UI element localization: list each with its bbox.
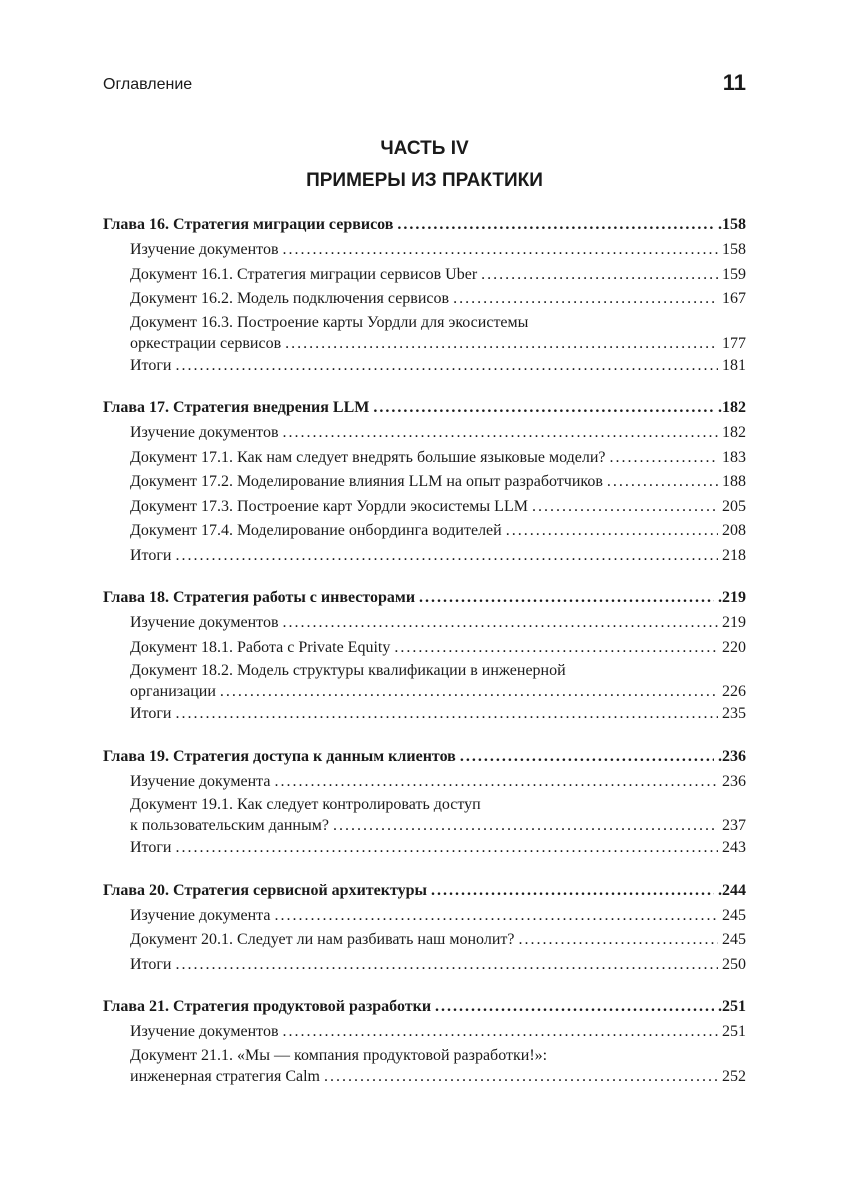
entry-page: 159 <box>722 265 746 283</box>
entry-title: Документ 18.1. Работа с Private Equity <box>130 638 391 656</box>
dot-leader <box>175 702 718 727</box>
entry-title: Документ 17.1. Как нам следует внедрять большие языковые модели? <box>130 448 606 466</box>
chapter-title: Глава 21. Стратегия продуктовой разработки <box>103 998 432 1015</box>
entry-page: 167 <box>722 290 746 307</box>
entry-title: Итоги <box>130 955 172 973</box>
chapter-title: Глава 17. Стратегия внедрения LLM <box>103 399 370 416</box>
dot-leader <box>460 743 714 770</box>
dot-leader <box>397 211 714 238</box>
entry-title: инженерная стратегия Calm <box>130 1067 320 1085</box>
chapter-title: Глава 20. Стратегия сервисной архитектуры <box>103 881 428 899</box>
entry-page: 243 <box>722 839 746 856</box>
toc-chapter <box>103 584 746 727</box>
entry-page: 177 <box>722 334 746 352</box>
toc-entry[interactable] <box>103 611 746 636</box>
entry-page: 218 <box>722 546 746 564</box>
entry-title: Итоги <box>130 356 172 374</box>
entry-page: 208 <box>722 522 746 539</box>
dot-leader <box>274 904 718 929</box>
part-label: ЧАСТЬ IV <box>380 138 469 159</box>
toc-entry[interactable] <box>103 660 746 702</box>
entry-title: Изучение документов <box>130 614 279 631</box>
entry-title: Итоги <box>130 705 172 722</box>
dot-leader <box>175 354 718 379</box>
dot-leader <box>220 681 718 702</box>
entry-page: 158 <box>722 241 746 258</box>
dot-leader <box>431 877 714 904</box>
toc-entry[interactable] <box>103 836 746 861</box>
entry-page: 205 <box>722 497 746 515</box>
entry-page: 245 <box>722 931 746 948</box>
toc-entry[interactable] <box>103 1045 746 1087</box>
page-number: 11 <box>722 70 746 95</box>
dot-leader <box>283 1020 718 1045</box>
toc-entry[interactable] <box>103 1020 746 1045</box>
dot-leader <box>333 815 718 836</box>
dot-leader <box>175 953 718 978</box>
entry-page: 226 <box>722 683 746 700</box>
entry-title-line1: Документ 21.1. «Мы — компания продуктовой разработки!»: <box>130 1046 548 1064</box>
toc-entry[interactable] <box>103 770 746 795</box>
toc-entry[interactable] <box>103 312 746 354</box>
dot-leader <box>285 333 718 354</box>
dot-leader <box>175 544 718 569</box>
toc-chapter-row[interactable] <box>103 211 746 238</box>
entry-title: Изучение документа <box>130 906 271 924</box>
entry-title: к пользовательским данным? <box>130 817 329 834</box>
toc-entry[interactable] <box>103 794 746 836</box>
dot-leader <box>607 470 718 495</box>
entry-title: Изучение документов <box>130 424 279 441</box>
entry-page: 188 <box>722 473 746 490</box>
toc-entry[interactable] <box>103 519 746 544</box>
entry-title: Документ 20.1. Следует ли нам разбивать наш монолит? <box>130 931 515 948</box>
toc-chapter-row[interactable] <box>103 743 746 770</box>
entry-page: 183 <box>722 448 746 466</box>
toc-entry[interactable] <box>103 544 746 569</box>
toc-entry[interactable] <box>103 263 746 288</box>
entry-page: 182 <box>722 424 746 441</box>
entry-title: Документ 17.4. Моделирование онбординга водителей <box>130 522 502 539</box>
dot-leader <box>453 287 718 312</box>
toc-chapter-row[interactable] <box>103 993 746 1020</box>
toc-chapter <box>103 877 746 978</box>
entry-title-line1: Документ 18.2. Модель структуры квалификации в инженерной <box>130 662 566 679</box>
entry-title: организации <box>130 683 216 700</box>
entry-title-line1: Документ 19.1. Как следует контролировать доступ <box>130 796 481 813</box>
chapter-page: .158 <box>718 216 746 233</box>
entry-page: 237 <box>722 817 746 834</box>
dot-leader <box>394 636 718 661</box>
toc-entry[interactable] <box>103 953 746 978</box>
chapter-title: Глава 18. Стратегия работы с инвесторами <box>103 589 416 606</box>
toc-entry[interactable] <box>103 287 746 312</box>
toc-entry[interactable] <box>103 446 746 471</box>
entry-page: 220 <box>722 638 746 656</box>
toc-entry[interactable] <box>103 636 746 661</box>
toc-entry[interactable] <box>103 238 746 263</box>
toc-entry[interactable] <box>103 928 746 953</box>
chapter-page: .219 <box>718 589 746 606</box>
toc-chapter <box>103 993 746 1087</box>
toc-chapter <box>103 211 746 378</box>
dot-leader <box>610 446 719 471</box>
entry-title: Изучение документа <box>130 772 271 790</box>
entry-title: Изучение документов <box>130 1023 279 1040</box>
dot-leader <box>419 584 714 611</box>
entry-title: Документ 17.2. Моделирование влияния LLM на опыт разработчиков <box>130 473 603 490</box>
toc-entry[interactable] <box>103 354 746 379</box>
dot-leader <box>274 770 718 795</box>
entry-page: 235 <box>722 705 746 722</box>
dot-leader <box>435 993 714 1020</box>
chapter-page: .251 <box>718 998 746 1015</box>
dot-leader <box>283 238 718 263</box>
entry-page: 251 <box>722 1023 746 1040</box>
entry-page: 252 <box>722 1067 746 1085</box>
toc-entry[interactable] <box>103 702 746 727</box>
toc-chapter-row[interactable] <box>103 584 746 611</box>
dot-leader <box>324 1066 718 1087</box>
toc-entry[interactable] <box>103 470 746 495</box>
entry-page: 219 <box>722 614 746 631</box>
chapter-page: .236 <box>718 747 746 765</box>
chapter-page: .244 <box>718 881 746 899</box>
dot-leader <box>373 394 714 421</box>
dot-leader <box>283 421 718 446</box>
part-title: ПРИМЕРЫ ИЗ ПРАКТИКИ <box>306 170 543 191</box>
entry-title: Документ 17.3. Построение карт Уордли экосистемы LLM <box>130 497 528 515</box>
toc-entry[interactable] <box>103 495 746 520</box>
entry-title: оркестрации сервисов <box>130 334 282 352</box>
toc-chapter <box>103 743 746 861</box>
chapter-title: Глава 16. Стратегия миграции сервисов <box>103 216 394 233</box>
entry-page: 236 <box>722 772 746 790</box>
entry-title: Документ 16.2. Модель подключения сервисов <box>130 290 450 307</box>
toc-entry[interactable] <box>103 421 746 446</box>
toc-chapter <box>103 394 746 568</box>
table-of-contents <box>103 211 746 1103</box>
dot-leader <box>506 519 718 544</box>
toc-chapter-row[interactable] <box>103 394 746 421</box>
dot-leader <box>532 495 718 520</box>
chapter-title: Глава 19. Стратегия доступа к данным клиентов <box>103 747 456 765</box>
dot-leader <box>481 263 718 288</box>
entry-title: Итоги <box>130 546 172 564</box>
toc-entry[interactable] <box>103 904 746 929</box>
entry-title: Документ 16.1. Стратегия миграции сервисов Uber <box>130 265 478 283</box>
entry-page: 250 <box>722 955 746 973</box>
chapter-page: .182 <box>718 399 746 416</box>
entry-page: 245 <box>722 906 746 924</box>
dot-leader <box>283 611 718 636</box>
dot-leader <box>175 836 718 861</box>
toc-chapter-row[interactable] <box>103 877 746 904</box>
running-title: Оглавление <box>103 76 193 93</box>
dot-leader <box>518 928 718 953</box>
entry-title-line1: Документ 16.3. Построение карты Уордли для экосистемы <box>130 313 529 331</box>
entry-page: 181 <box>722 356 746 374</box>
entry-title: Итоги <box>130 839 172 856</box>
entry-title: Изучение документов <box>130 241 279 258</box>
